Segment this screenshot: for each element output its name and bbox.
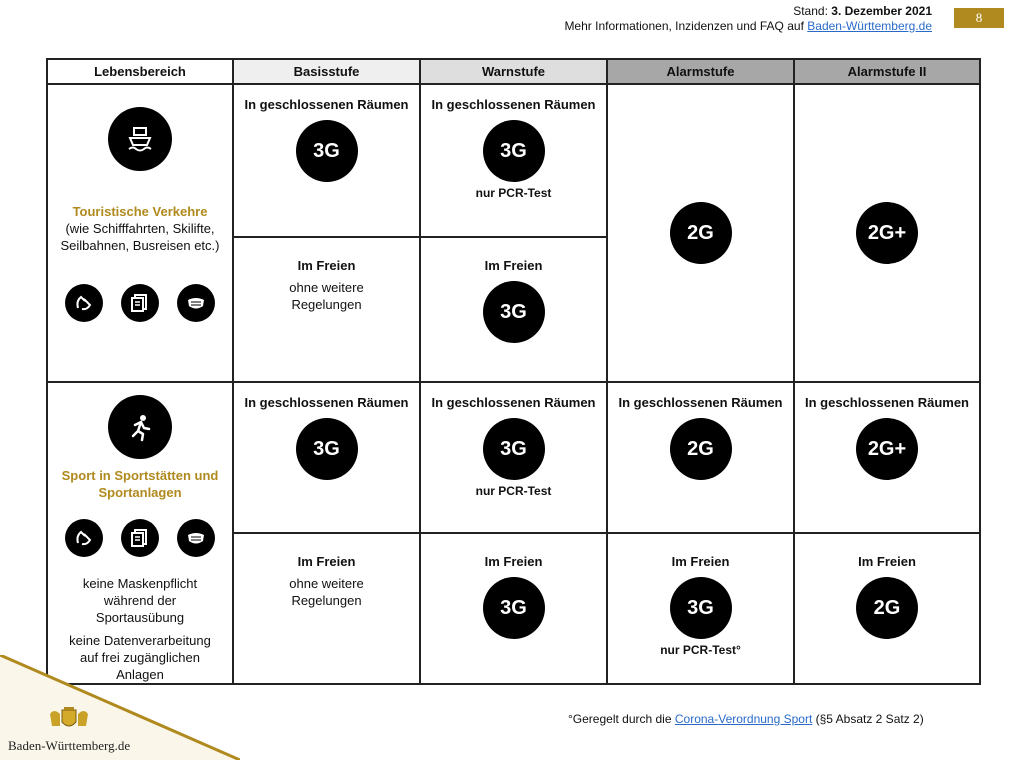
cell-text: ohne weitere Regelungen [289,280,364,312]
cell-note: nur PCR-Test [475,484,552,498]
row2-note-mask: keine Maskenpflicht während der Sportausübung [82,576,198,625]
info-prefix: Mehr Informationen, Inzidenzen und FAQ auf [564,19,804,33]
mask-icon [177,284,215,322]
row2-alarm-outdoor [607,533,794,684]
row1-label-cell [47,84,233,382]
runner-icon [108,395,172,459]
cell-text: ohne weitere Regelungen [289,576,364,608]
row2-basis-outdoor [233,533,420,684]
row2-basis-indoor [233,382,420,533]
ship-icon [108,107,172,171]
rule-badge: 3G [483,577,545,639]
row2-warn-indoor [420,382,607,533]
col-header-basisstufe: Basisstufe [233,59,420,84]
info-line [564,19,932,34]
rule-badge: 3G [296,120,358,182]
state-crest-icon [44,706,94,739]
cell-heading: Im Freien [858,554,916,569]
cell-heading: Im Freien [484,258,543,273]
table-header-row [47,59,980,84]
row2-note-data: keine Datenverarbeitung auf frei zugänglichen Anlagen [69,633,211,682]
document-icon [121,519,159,557]
cell-heading: In geschlossenen Räumen [431,395,596,410]
rule-badge: 2G [856,577,918,639]
hands-icon [65,519,103,557]
table-row [47,84,980,237]
rule-badge: 3G [670,577,732,639]
stand-date: 3. Dezember 2021 [831,4,932,18]
row1-alarm2 [794,84,980,382]
cell-heading: In geschlossenen Räumen [244,395,409,410]
footnote [568,712,924,726]
row1-alarm [607,84,794,382]
row1-description: (wie Schifffahrten, Skilifte, Seilbahnen, Busreisen etc.) [60,221,220,253]
footnote-suffix: (§5 Absatz 2 Satz 2) [815,712,924,726]
footnote-link[interactable]: Corona-Verordnung Sport [674,712,813,726]
row2-warn-outdoor [420,533,607,684]
stand-line [564,4,932,19]
cell-heading: In geschlossenen Räumen [805,395,969,410]
row1-basis-outdoor [233,237,420,382]
stand-label: Stand: [793,4,828,18]
document-icon [121,284,159,322]
col-header-warnstufe: Warnstufe [420,59,607,84]
cell-heading: Im Freien [297,258,356,273]
row1-warn-outdoor [420,237,607,382]
rule-badge: 2G+ [856,418,918,480]
rule-badge: 2G+ [856,202,918,264]
row2-icons [48,519,232,557]
cell-note: nur PCR-Test [475,186,552,200]
info-link[interactable]: Baden-Württemberg.de [807,19,932,33]
row1-warn-indoor [420,84,607,237]
row1-title: Touristische Verkehre [72,204,208,219]
rule-badge: 3G [483,120,545,182]
row1-icons [48,284,232,322]
cell-heading: In geschlossenen Räumen [618,395,783,410]
footnote-prefix: °Geregelt durch die [568,712,672,726]
rule-badge: 2G [670,418,732,480]
cell-heading: In geschlossenen Räumen [431,97,596,112]
rule-badge: 2G [670,202,732,264]
rule-badge: 3G [483,281,545,343]
col-header-alarmstufe-2: Alarmstufe II [794,59,980,84]
page-header [564,4,932,34]
page-number: 8 [954,8,1004,28]
row2-label-cell [47,382,233,684]
rules-table [46,58,981,685]
col-header-alarmstufe: Alarmstufe [607,59,794,84]
cell-note: nur PCR-Test° [660,643,741,657]
row2-alarm2-outdoor [794,533,980,684]
table-row [47,382,980,533]
cell-heading: In geschlossenen Räumen [244,97,409,112]
row2-title: Sport in Sportstätten und Sportanlagen [61,468,219,500]
rule-badge: 3G [483,418,545,480]
cell-heading: Im Freien [671,554,730,569]
row2-alarm2-indoor [794,382,980,533]
site-logo-text: Baden-Württemberg.de [8,738,131,753]
hands-icon [65,284,103,322]
row1-basis-indoor [233,84,420,237]
rule-badge: 3G [296,418,358,480]
col-header-lebensbereich: Lebensbereich [47,59,233,84]
row2-alarm-indoor [607,382,794,533]
cell-heading: Im Freien [297,554,356,569]
cell-heading: Im Freien [484,554,543,569]
mask-icon [177,519,215,557]
